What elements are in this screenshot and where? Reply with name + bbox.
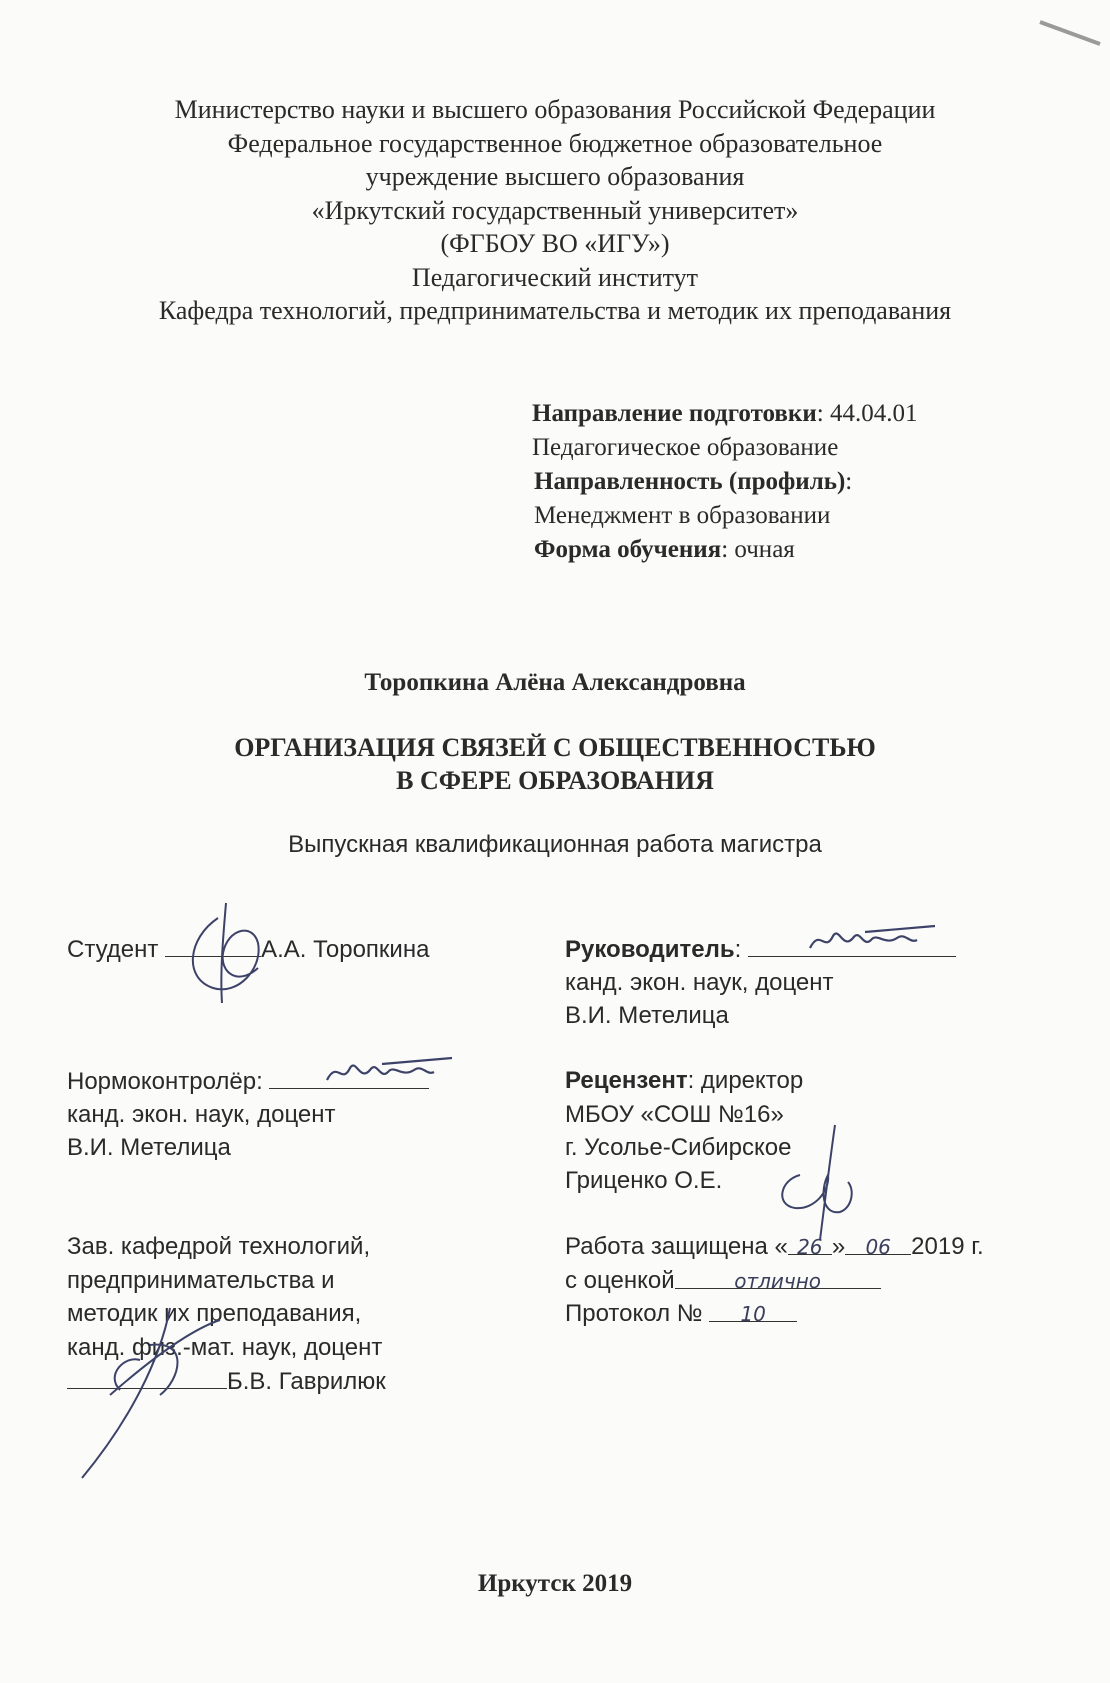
direction-name: Педагогическое образование — [532, 434, 839, 461]
head-line-2: предпринимательства и — [67, 1267, 335, 1294]
profile-colon: : — [845, 468, 853, 495]
institution-line-2: учреждение высшего образования — [365, 162, 745, 191]
form-value: : очная — [721, 536, 795, 563]
title-line-2: В СФЕРЕ ОБРАЗОВАНИЯ — [396, 766, 714, 795]
normcontroller-degree: канд. экон. наук, доцент — [67, 1101, 336, 1128]
direction-line — [532, 397, 917, 431]
student-signature — [178, 898, 298, 1008]
supervisor-degree: канд. экон. наук, доцент — [565, 969, 834, 996]
reviewer-name: Гриценко О.Е. — [565, 1167, 723, 1194]
protocol-line — [565, 1297, 797, 1331]
grade-value: отлично — [734, 1269, 822, 1293]
profile-label: Направленность (профиль) — [534, 468, 846, 495]
grade-field — [675, 1264, 881, 1293]
protocol-label: Протокол № — [565, 1300, 703, 1327]
direction-label: Направление подготовки — [532, 400, 817, 427]
protocol-number: 10 — [740, 1302, 766, 1326]
supervisor-label: Руководитель — [565, 936, 735, 963]
defense-mid: » — [831, 1233, 846, 1260]
author-block — [0, 666, 1110, 700]
ministry-line: Министерство науки и высшего образования Российской Федерации — [174, 95, 936, 124]
footer-block — [0, 1567, 1110, 1601]
defense-day-field — [788, 1230, 832, 1259]
department-name: Кафедра технологий, предпринимательства и методик их преподавания — [158, 296, 952, 325]
reviewer-label: Рецензент — [565, 1067, 688, 1094]
head-signature — [70, 1300, 230, 1480]
student-label: Студент — [67, 936, 159, 963]
head-name: Б.В. Гаврилюк — [227, 1368, 386, 1395]
author-name: Торопкина Алёна Александровна — [364, 669, 746, 696]
institution-header — [0, 93, 1110, 328]
defense-label: Работа защищена « — [565, 1233, 788, 1260]
profile-value: Менеджмент в образовании — [534, 502, 831, 529]
supervisor-signature — [805, 918, 945, 968]
reviewer-org: МБОУ «СОШ №16» — [565, 1101, 784, 1128]
grade-line — [565, 1264, 881, 1298]
head-line-1: Зав. кафедрой технологий, — [67, 1233, 371, 1260]
student-name: А.А. Торопкина — [261, 936, 430, 963]
defense-day: 26 — [797, 1235, 823, 1259]
city-year: Иркутск 2019 — [477, 1570, 633, 1597]
thesis-title — [0, 731, 1110, 797]
profile-line — [534, 465, 852, 499]
normcontroller-label: Нормоконтролёр: — [67, 1068, 263, 1095]
normcontroller-signature — [322, 1050, 462, 1100]
work-type: Выпускная квалификационная работа магистра — [288, 831, 822, 858]
institution-line-1: Федеральное государственное бюджетное образовательное — [227, 128, 883, 158]
defense-line — [565, 1230, 984, 1264]
university-name: «Иркутский государственный университет» — [311, 195, 799, 225]
supervisor-colon: : — [734, 936, 742, 963]
work-type-block — [0, 828, 1110, 862]
reviewer-city: г. Усолье-Сибирское — [565, 1134, 792, 1161]
direction-value: : 44.04.01 — [816, 400, 918, 427]
reviewer-line — [565, 1064, 803, 1098]
protocol-field — [709, 1297, 797, 1326]
institute-name: Педагогический институт — [411, 262, 699, 292]
head-line-4: канд. физ.-мат. наук, доцент — [67, 1334, 383, 1361]
defense-month-field — [845, 1230, 911, 1259]
supervisor-name: В.И. Метелица — [565, 1002, 729, 1029]
defense-month: 06 — [865, 1235, 891, 1259]
title-line-1: ОРГАНИЗАЦИЯ СВЯЗЕЙ С ОБЩЕСТВЕННОСТЬЮ — [234, 733, 876, 762]
normcontroller-name: В.И. Метелица — [67, 1134, 231, 1161]
form-label: Форма обучения — [534, 536, 722, 563]
scan-edge-mark — [0, 0, 1110, 60]
defense-year: 2019 г. — [911, 1233, 984, 1260]
head-line-3: методик их преподавания, — [67, 1300, 362, 1327]
grade-label: с оценкой — [565, 1267, 675, 1294]
reviewer-position: : директор — [687, 1067, 804, 1094]
form-line — [534, 533, 795, 567]
university-abbr: (ФГБОУ ВО «ИГУ») — [440, 229, 670, 258]
